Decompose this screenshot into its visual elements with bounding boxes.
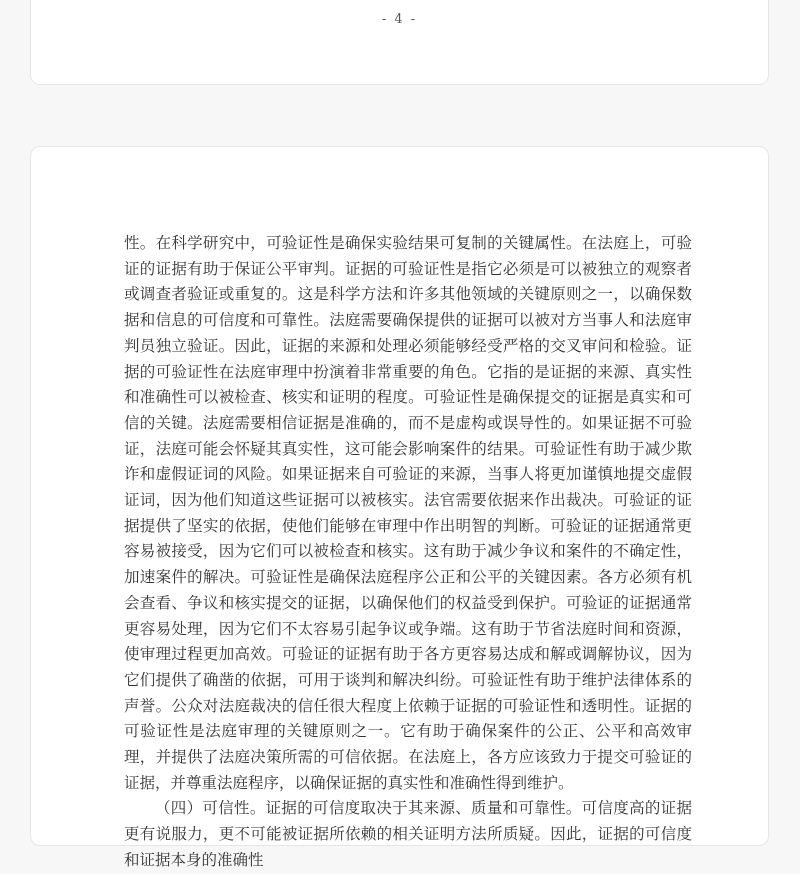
current-page <box>30 146 769 869</box>
previous-page <box>30 0 769 85</box>
paragraph-continued: 性。在科学研究中，可验证性是确保实验结果可复制的关键属性。在法庭上，可验证的证据有助于保证公平审判。证据的可验证性是指它必须是可以被独立的观察者或调查者验证或重复的。这是科学方法和许多其他领域的关键原则之一，以确保数据和信息的可信度和可靠性。法庭需要确保提供的证据可以被对方当事人和法庭审判员独立验证。因此，证据的来源和处理必须能够经受严格的交叉审问和检验。证据的可验证性在法庭审理中扮演着非常重要的角色。它指的是证据的来源、真实性和准确性可以被检查、核实和证明的程度。可验证性是确保提交的证据是真实和可信的关键。法庭需要相信证据是准确的，而不是虚构或误导性的。如果证据不可验证，法庭可能会怀疑其真实性，这可能会影响案件的结果。可验证性有助于减少欺诈和虚假证词的风险。如果证据来自可验证的来源，当事人将更加谨慎地提交虚假证词，因为他们知道这些证据可以被核实。法官需要依据来作出裁决。可验证的证据提供了坚实的依据，使他们能够在审理中作出明智的判断。可验证的证据通常更容易被接受，因为它们可以被检查和核实。这有助于减少争议和案件的不确定性，加速案件的解决。可验证性是确保法庭程序公正和公平的关键因素。各方必须有机会查看、争议和核实提交的证据，以确保他们的权益受到保护。可验证的证据通常更容易处理，因为它们不太容易引起争议或争端。这有助于节省法庭时间和资源，使审理过程更加高效。可验证的证据有助于各方更容易达成和解或调解协议，因为它们提供了确凿的依据，可用于谈判和解决纠纷。可验证性有助于维护法律体系的声誉。公众对法庭裁决的信任很大程度上依赖于证据的可验证性和透明性。证据的可验证性是法庭审理的关键原则之一。它有助于确保案件的公正、公平和高效审理，并提供了法庭决策所需的可信依据。在法庭上，各方应该致力于提交可验证的证据，并尊重法庭程序，以确保证据的真实性和准确性得到维护。 <box>124 234 692 792</box>
page-number: - 4 - <box>381 12 418 27</box>
body-text <box>124 231 692 874</box>
paragraph-credibility: （四）可信性。证据的可信度取决于其来源、质量和可靠性。可信度高的证据更有说服力，更不可能被证据所依赖的相关证明方法所质疑。因此，证据的可信度和证据本身的准确性 <box>124 799 692 869</box>
